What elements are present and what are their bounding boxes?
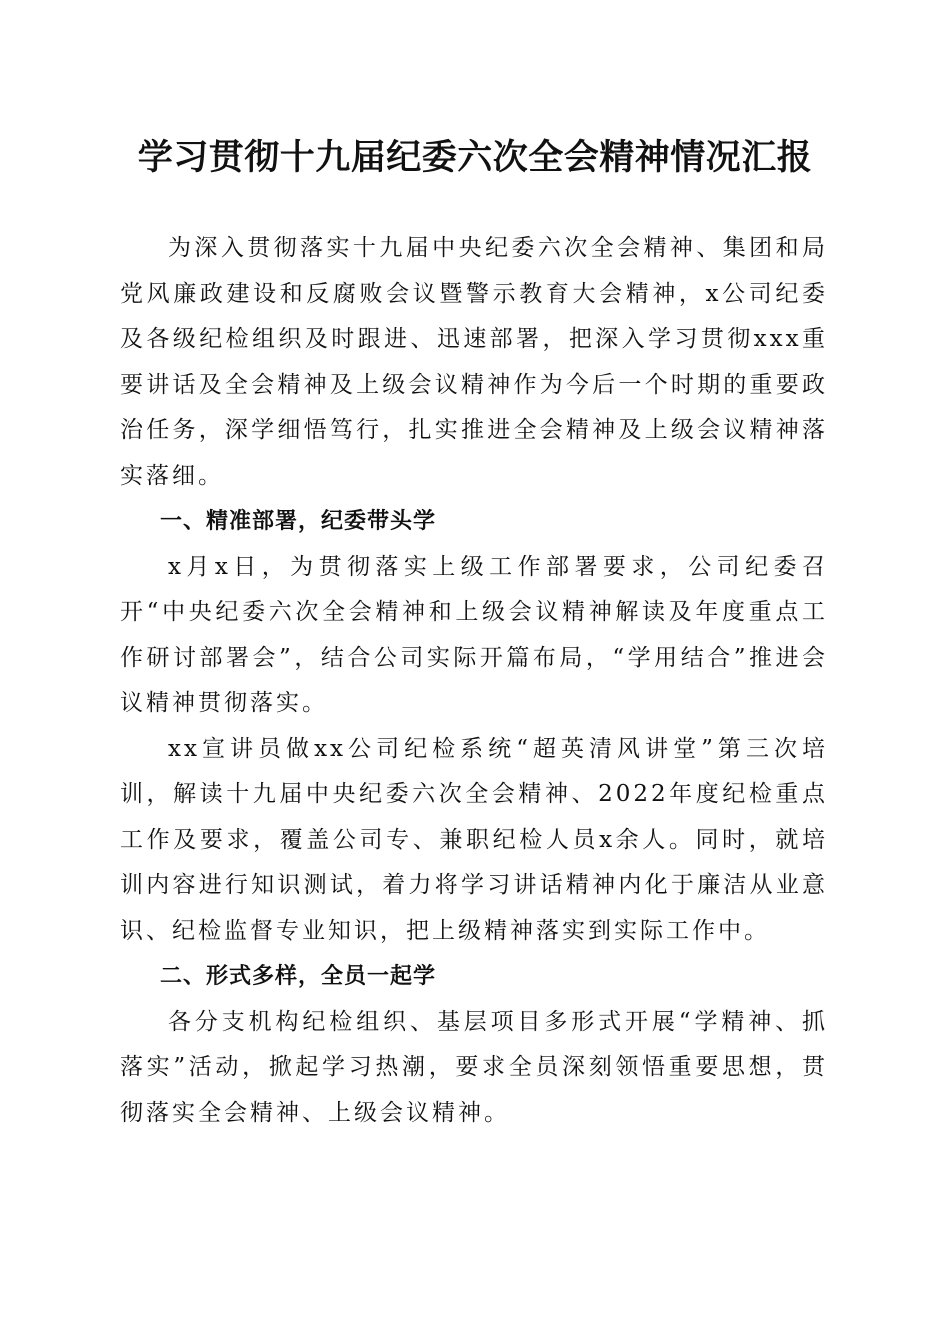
document-body (120, 226, 828, 1136)
section-1-paragraph-1: x月x日，为贯彻落实上级工作部署要求，公司纪委召开“中央纪委六次全会精神和上级会议精神解读及年度重点工作研讨部署会”，结合公司实际开篇布局，“学用结合”推进会议精神贯彻落实。 (120, 553, 828, 716)
document-title: 学习贯彻十九届纪委六次全会精神情况汇报 (137, 137, 813, 178)
section-1-paragraph-2: xx宣讲员做xx公司纪检系统“超英清风讲堂”第三次培训，解读十九届中央纪委六次全会精神、2022年度纪检重点工作及要求，覆盖公司专、兼职纪检人员x余人。同时，就培训内容进行知识测试，着力将学习讲话精神内化于廉洁从业意识、纪检监督专业知识，把上级精神落实到实际工作中。 (120, 735, 828, 944)
intro-paragraph: 为深入贯彻落实十九届中央纪委六次全会精神、集团和局党风廉政建设和反腐败会议暨警示教育大会精神，x公司纪委及各级纪检组织及时跟进、迅速部署，把深入学习贯彻xxx重要讲话及全会精神及上级会议精神作为今后一个时期的重要政治任务，深学细悟笃行，扎实推进全会精神及上级会议精神落实落细。 (120, 235, 828, 489)
section-2-paragraph-1: 各分支机构纪检组织、基层项目多形式开展“学精神、抓落实”活动，掀起学习热潮，要求全员深刻领悟重要思想，贯彻落实全会精神、上级会议精神。 (120, 1008, 828, 1126)
section-2-heading: 二、形式多样，全员一起学 (160, 964, 437, 989)
section-1-heading: 一、精准部署，纪委带头学 (160, 509, 437, 534)
